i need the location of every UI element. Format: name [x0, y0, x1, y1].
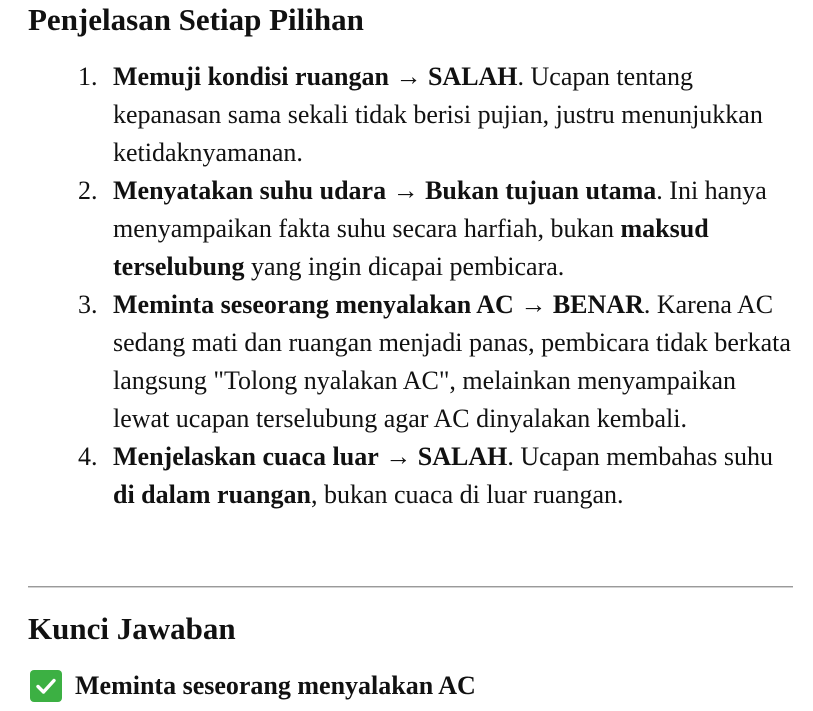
section-heading-answer-key: Kunci Jawaban — [28, 611, 236, 646]
verdict: SALAH — [427, 62, 518, 91]
verdict: Bukan tujuan utama — [425, 176, 657, 205]
list-item — [0, 172, 813, 286]
list-item-number: 2. — [78, 176, 98, 205]
explanation-text: , bukan cuaca di luar ruangan. — [310, 480, 624, 509]
options-explanation-list — [0, 58, 813, 514]
list-item-number: 4. — [78, 442, 98, 471]
option-label: Menyatakan suhu udara — [113, 176, 387, 205]
explanation-text: . Ucapan membahas suhu — [507, 442, 774, 471]
explanation-text: . Karena AC sedang mati dan ruangan menjadi panas, pembicara tidak berkata langsung "Tolong nyalakan AC", melainkan menyampaikan lewat ucapan terselubung agar AC dinyalakan kembali. — [113, 290, 791, 433]
arrow: → — [513, 290, 553, 319]
arrow: → — [378, 442, 418, 471]
option-label: Meminta seseorang menyalakan AC — [113, 290, 514, 319]
explanation-text: yang ingin dicapai pembicara. — [244, 252, 565, 281]
list-item-number: 1. — [78, 62, 98, 91]
explanation-text: . Ucapan tentang kepanasan sama sekali tidak berisi pujian, justru menunjukkan ketidaknyamanan. — [113, 62, 763, 167]
option-label: Memuji kondisi ruangan — [113, 62, 389, 91]
emphasis-text: maksud terselubung — [113, 214, 709, 281]
explanation-text: . Ini hanya menyampaikan fakta suhu secara harfiah, bukan — [113, 176, 767, 243]
list-item — [0, 438, 813, 514]
verdict: SALAH — [417, 442, 508, 471]
verdict: BENAR — [552, 290, 644, 319]
answer-text: Meminta seseorang menyalakan AC — [75, 671, 476, 700]
horizontal-divider — [28, 586, 793, 588]
list-item — [0, 286, 813, 438]
arrow: → — [388, 62, 428, 91]
emphasis-text: di dalam ruangan — [113, 480, 311, 509]
list-item-number: 3. — [78, 290, 98, 319]
section-heading-explanations: Penjelasan Setiap Pilihan — [28, 2, 364, 37]
check-mark-button-icon — [30, 670, 62, 702]
answer-key-line — [30, 668, 476, 704]
arrow: → — [386, 176, 426, 205]
option-label: Menjelaskan cuaca luar — [113, 442, 379, 471]
list-item — [0, 58, 813, 172]
